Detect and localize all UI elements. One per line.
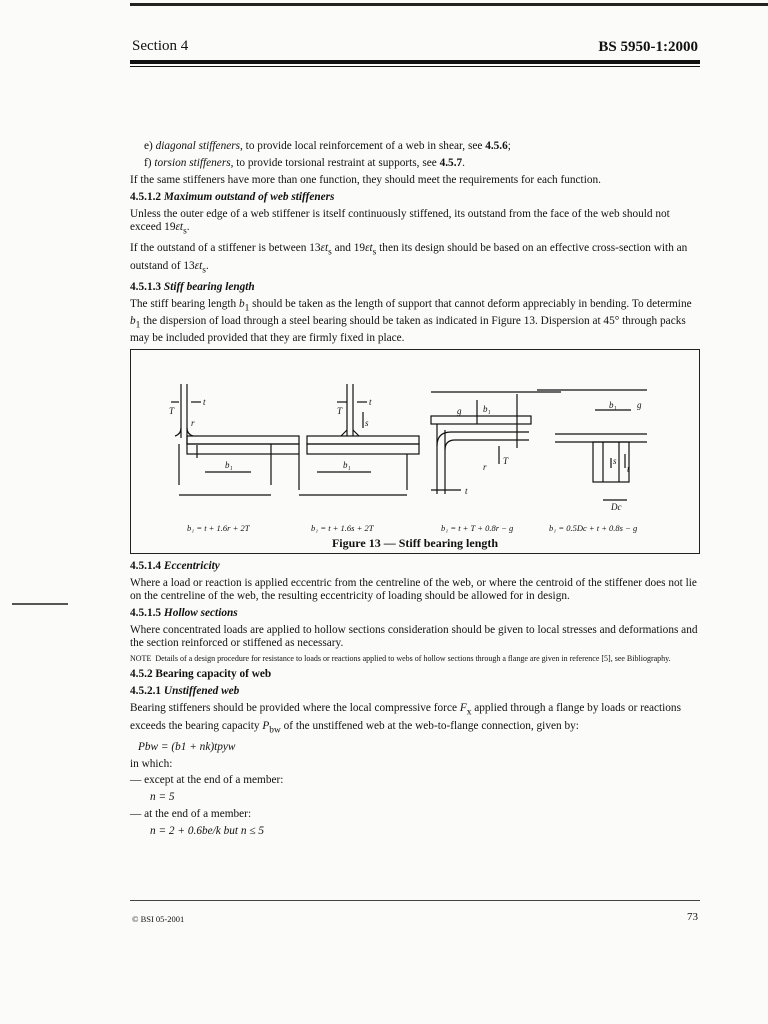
diagram-end-bearing [431, 392, 561, 497]
paragraph-4515: Where concentrated loads are applied to hollow sections consideration should be given to local stresses and deformations and the section reinforced or stiffened as necessary. [130, 624, 698, 650]
header-rule-thin [130, 66, 700, 67]
heading-4521: 4.5.2.1 Unstiffened web [130, 685, 240, 698]
label-b1-3: b₁ [483, 404, 491, 415]
heading-4515: 4.5.1.5 Hollow sections [130, 607, 238, 620]
formula-2: b₁ = t + 1.6s + 2T [311, 523, 374, 534]
label-b1-4: b₁ [609, 400, 617, 411]
figure-13 [130, 349, 700, 554]
case-1: — except at the end of a member: [130, 773, 284, 786]
label-T1: T [169, 406, 175, 417]
label-s4: s [613, 456, 617, 467]
label-Dc4: Dc [611, 502, 622, 513]
paragraph-4513: The stiff bearing length $b_1$ should be taken as the length of support that cannot deform appreciably in bending. To determine $b_1$ the dispersion of load through a steel bearing should be taken as indicated in Figure 13. Dispersion at 45° through packs may be included provided that they are firmly fixed in place. [130, 297, 692, 345]
top-edge-line [130, 3, 768, 6]
paragraph-4512-2: If the outstand of a stiffener is between $13\varepsilon t_s$ and $19\varepsilon t_s$ then its design should be based on an effective cross-section with an outstand of $13\varepsilon t_s$. [130, 242, 688, 275]
header-rule [130, 60, 700, 64]
section-header: Section 4 [132, 38, 189, 54]
label-s2: s [365, 418, 369, 429]
label-g3: g [457, 406, 462, 417]
footer-rule [130, 900, 700, 901]
case-2: — at the end of a member: [130, 807, 252, 820]
heading-4513: 4.5.1.3 Stiff bearing length [130, 280, 255, 293]
formula-4: b₁ = 0.5Dc + t + 0.8s − g [549, 523, 638, 534]
label-T3: T [503, 456, 509, 467]
paragraph-4514: Where a load or reaction is applied eccentric from the centreline of the web, or where the centroid of the stiffener does not lie on the centreline of the web, the resulting eccentricity of loading should be allowed for in design. [130, 577, 697, 603]
paragraph-4512-1: Unless the outer edge of a web stiffener is itself continuously stiffened, its outstand from the face of the web should not exceed $19\varepsilon t_s$. [130, 208, 670, 237]
diagram-welded-section [299, 384, 419, 495]
requirement-paragraph: If the same stiffeners have more than one function, they should meet the requirements for each function. [130, 174, 601, 186]
formula-3: b₁ = t + T + 0.8r − g [441, 523, 514, 534]
diagram-packed-bearing [537, 390, 647, 500]
diagram-rolled-section [171, 384, 299, 495]
n-value-2: n = 2 + 0.6be/k but n ≤ 5 [150, 824, 265, 837]
n-value-1: n = 5 [150, 790, 175, 803]
label-r3: r [483, 462, 487, 473]
label-g4: g [637, 400, 642, 411]
paragraph-4521: Bearing stiffeners should be provided where the local compressive force $F_x$ applied through a flange by loads or reactions exceeds the bearing capacity $P_{bw}$ of the unstiffened web at the web-to-flange connection, given by: [130, 702, 681, 735]
note-4515: NOTE Details of a design procedure for resistance to loads or reactions applied to webs of hollow sections through a flange are given in reference [5], see Bibliography. [130, 654, 671, 664]
heading-4514: 4.5.1.4 Eccentricity [130, 560, 220, 573]
footer-copyright: © BSI 05-2001 [132, 914, 185, 924]
margin-mark [12, 603, 68, 605]
label-b1-2: b₁ [343, 460, 351, 471]
in-which: in which: [130, 757, 173, 770]
heading-452: 4.5.2 Bearing capacity of web [130, 668, 272, 681]
formula-1: b₁ = t + 1.6r + 2T [187, 523, 250, 534]
label-t4: t [627, 464, 630, 475]
list-item-e: e) diagonal stiffeners, to provide local reinforcement of a web in shear, see 4.5.6; [144, 140, 511, 152]
page-body [130, 140, 700, 842]
list-item-f: f) torsion stiffeners, to provide torsional restraint at supports, see 4.5.7. [144, 157, 465, 169]
page-number: 73 [687, 911, 698, 923]
label-T2: T [337, 406, 343, 417]
label-t3: t [465, 486, 468, 497]
label-b1-1: b₁ [225, 460, 233, 471]
label-t2: t [369, 397, 372, 408]
bearing-formula: Pbw = (b1 + nk)tpyw [138, 740, 236, 753]
heading-4512: 4.5.1.2 Maximum outstand of web stiffeners [130, 191, 335, 203]
label-r1: r [191, 418, 195, 429]
figure-caption: Figure 13 — Stiff bearing length [331, 536, 499, 551]
standard-header: BS 5950-1:2000 [598, 39, 698, 55]
label-t1: t [203, 397, 206, 408]
